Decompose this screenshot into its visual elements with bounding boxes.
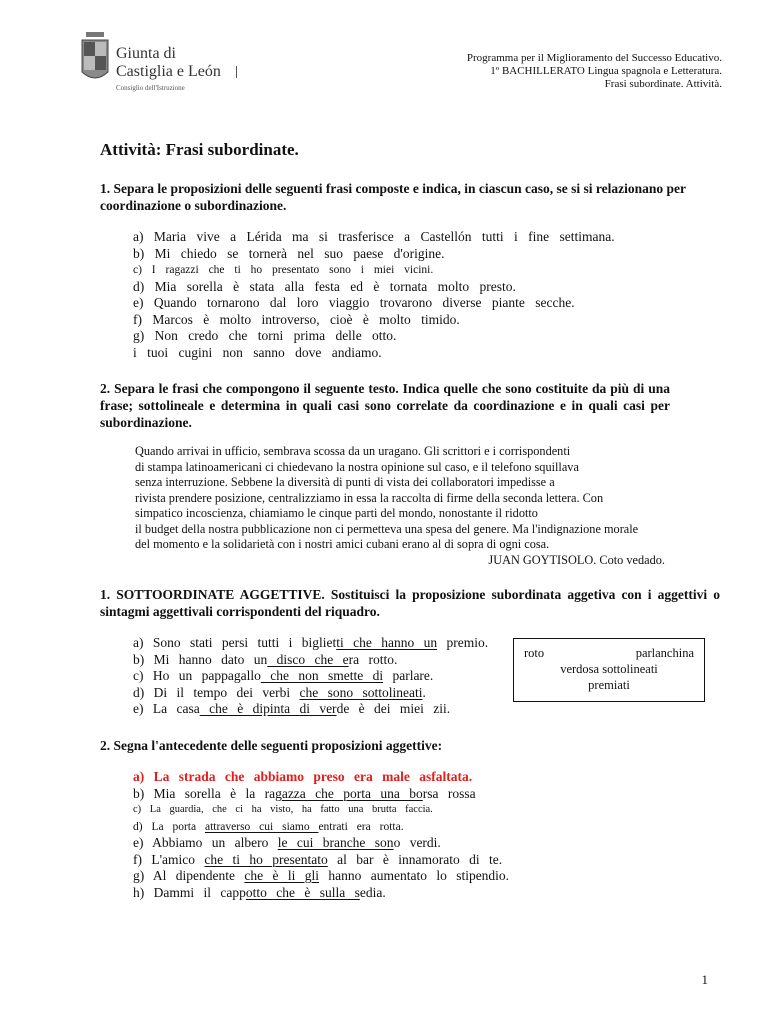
passage-line: il budget della nostra pubblicazione non ci permetteva una spesa del genere. Ma l'indignazione morale: [135, 521, 639, 536]
header-program: Programma per il Miglioramento del Successo Educativo.: [466, 52, 722, 64]
exercise-3-prompt: 1. SOTTOORDINATE AGGETTIVE. Sostituisci la proposizione subordinata aggetiva con i aggettivi o sintagmi aggettivali corrispondenti del riquadro.: [100, 587, 720, 619]
exercise-2-prompt: 2. Separa le frasi che compongono il seguente testo. Indica quelle che sono costituite da più di una frase; sottolineale e determina in quali casi sono correlate da coordinazione e in quali casi per subordinazione.: [100, 381, 670, 430]
list-item: e) La casa che è dipinta di verde è dei miei zii.: [133, 701, 451, 716]
logo-text-line1: Giunta di: [116, 45, 176, 62]
passage-author: JUAN GOYTISOLO. Coto vedado.: [488, 552, 665, 567]
coat-of-arms-icon: [80, 32, 110, 90]
exercise-3-list: [133, 635, 488, 718]
list-item: a) La strada che abbiamo preso era male asfaltata.: [133, 769, 473, 784]
passage-line: di stampa latinoamericani ci chiedevano la nostra opinione sul caso, e il telefono squillava: [135, 459, 579, 474]
list-item: f) Marcos è molto introverso, cioè è molto timido.: [133, 311, 460, 327]
passage-line: rivista prendere posizione, centralizziamo in essa la raccolta di firme della seconda lettera. Con: [135, 490, 604, 505]
document-header: [467, 52, 722, 91]
list-item: b) Mi chiedo se tornerà nel suo paese d'origine.: [133, 245, 445, 261]
list-item: e) Abbiamo un albero le cui branche sono verdi.: [133, 835, 441, 850]
header-topic: Frasi subordinate. Attività.: [604, 78, 722, 90]
list-item: h) Dammi il cappotto che è sulla sedia.: [133, 884, 386, 900]
word-bank-box: [513, 638, 705, 702]
list-item: a) Maria vive a Lérida ma si trasferisce a Castellón tutti i fine settimana.: [133, 229, 615, 244]
word-bank-item: parlanchina: [635, 646, 694, 660]
list-item: b) Mia sorella è la ragazza che porta una borsa rossa: [133, 785, 476, 801]
logo-divider: [236, 66, 237, 78]
header-course: 1º BACHILLERATO Lingua spagnola e Letteratura.: [490, 65, 722, 77]
exercise-1-list: [133, 229, 615, 361]
list-item: e) Quando tornarono dal loro viaggio trovarono diverse piante secche.: [133, 295, 575, 310]
passage-line: Quando arrivai in ufficio, sembrava scossa da un uragano. Gli scrittori e i corrispondenti: [135, 444, 571, 458]
list-item: c) I ragazzi che ti ho presentato sono i miei vicini.: [133, 264, 434, 276]
list-item: c) La guardia, che ci ha visto, ha fatto una brutta faccia.: [133, 804, 433, 815]
list-item: a) Sono stati persi tutti i biglietti che hanno un premio.: [133, 635, 489, 650]
page-number: 1: [701, 972, 708, 987]
passage-line: simpatico incoscienza, chiamiamo le cinque parti del mondo, nonostante il ridotto: [135, 506, 538, 520]
list-item: c) Ho un pappagallo che non smette di parlare.: [133, 668, 434, 683]
list-item: g) Non credo che torni prima delle otto.: [133, 328, 397, 343]
list-item: i tuoi cugini non sanno dove andiamo.: [133, 344, 382, 360]
word-bank-item: premiati: [588, 678, 630, 692]
word-bank-item: roto: [524, 646, 545, 660]
list-item: g) Al dipendente che è li gli hanno aumentato lo stipendio.: [133, 868, 510, 883]
exercise-1-prompt: 1. Separa le proposizioni delle seguenti frasi composte e indica, in ciascun caso, se si si relazionano per coordinazione o subordinazione.: [100, 181, 686, 213]
list-item: d) Mia sorella è stata alla festa ed è tornata molto presto.: [133, 278, 516, 294]
list-item: d) Di il tempo dei verbi che sono sottolineati.: [133, 684, 426, 700]
reading-passage: [135, 444, 695, 568]
exercise-4-list: [133, 769, 509, 901]
passage-line: del momento e la solidarietà con i nostri amici cubani erano al di sopra di ogni cosa.: [135, 537, 550, 551]
passage-line: senza interruzione. Sebbene la diversità di punti di vista dei collaboratori impedisse a: [135, 475, 555, 489]
institution-logo: [80, 28, 240, 98]
logo-text-line2: Castiglia e León: [116, 63, 221, 80]
logo-text-line3: Consiglio dell'Istruzione: [116, 84, 185, 92]
word-bank-item: sottolineati: [602, 662, 658, 676]
list-item: f) L'amico che ti ho presentato al bar è innamorato di te.: [133, 851, 503, 867]
list-item: b) Mi hanno dato un disco che era rotto.: [133, 651, 398, 667]
list-item: d) La porta attraverso cui siamo entrati era rotta.: [133, 820, 404, 833]
page-title: Attività: Frasi subordinate.: [100, 140, 299, 159]
word-bank-item: verdosa: [560, 662, 600, 676]
exercise-4-prompt: 2. Segna l'antecedente delle seguenti proposizioni aggettive:: [100, 738, 443, 753]
